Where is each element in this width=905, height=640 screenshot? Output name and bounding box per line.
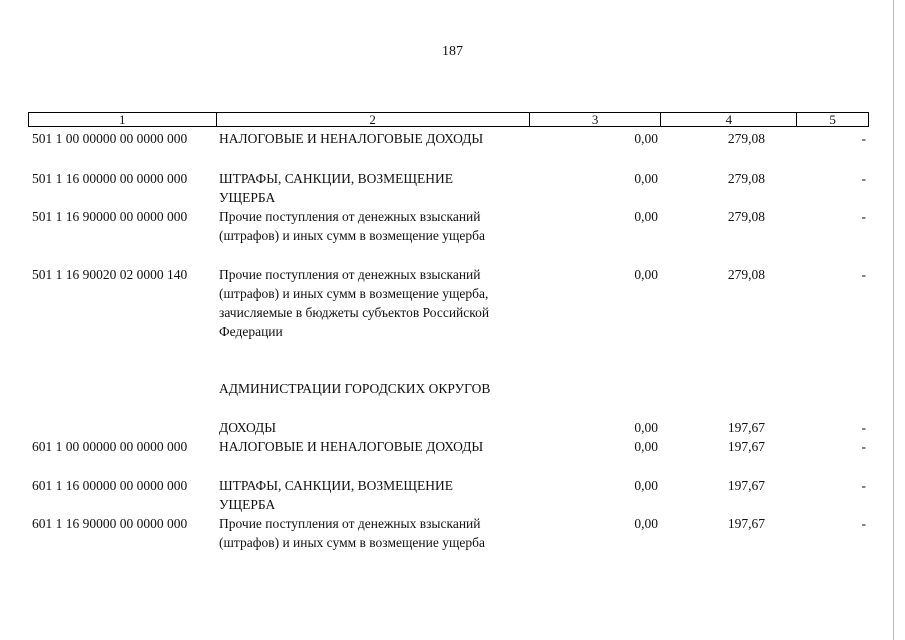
value-col3: 0,00 — [634, 209, 658, 224]
column-header-5: 5 — [829, 112, 836, 127]
budget-code: 601 1 16 90000 00 0000 000 — [32, 516, 188, 531]
value-col5: - — [861, 171, 866, 186]
value-col4: 279,08 — [727, 209, 765, 224]
income-name: ДОХОДЫ — [219, 420, 277, 435]
value-col4: 279,08 — [727, 171, 765, 186]
income-name: НАЛОГОВЫЕ И НЕНАЛОГОВЫЕ ДОХОДЫ — [219, 439, 484, 454]
value-col5: - — [861, 131, 866, 146]
column-header-row — [28, 112, 869, 127]
budget-code: 501 1 16 90020 02 0000 140 — [32, 267, 188, 282]
column-header-3: 3 — [530, 113, 662, 126]
value-col4: 197,67 — [727, 439, 765, 454]
budget-code: 501 1 16 00000 00 0000 000 — [32, 171, 188, 186]
value-col5: - — [861, 209, 866, 224]
section-title: АДМИНИСТРАЦИИ ГОРОДСКИХ ОКРУГОВ — [219, 381, 491, 396]
value-col3: 0,00 — [634, 516, 658, 531]
value-col4: 279,08 — [727, 131, 765, 146]
value-col5: - — [861, 267, 866, 282]
value-col3: 0,00 — [634, 478, 658, 493]
value-col4: 279,08 — [727, 267, 765, 282]
income-name: Прочие поступления от денежных взысканий (штрафов) и иных сумм в возмещение ущерба, зачисляемые в бюджеты субъектов Российской Федерации — [219, 267, 490, 339]
column-header-1: 1 — [29, 113, 217, 126]
budget-code: 601 1 16 00000 00 0000 000 — [32, 478, 188, 493]
income-name: Прочие поступления от денежных взысканий (штрафов) и иных сумм в возмещение ущерба — [219, 209, 485, 243]
column-header-2: 2 — [217, 113, 530, 126]
value-col5: - — [861, 420, 866, 435]
value-col3: 0,00 — [634, 439, 658, 454]
page-edge-line — [893, 0, 894, 640]
income-name: НАЛОГОВЫЕ И НЕНАЛОГОВЫЕ ДОХОДЫ — [219, 131, 484, 146]
value-col4: 197,67 — [727, 516, 765, 531]
value-col5: - — [861, 478, 866, 493]
value-col5: - — [861, 516, 866, 531]
budget-code: 501 1 16 90000 00 0000 000 — [32, 209, 188, 224]
value-col4: 197,67 — [727, 478, 765, 493]
budget-code: 601 1 00 00000 00 0000 000 — [32, 439, 188, 454]
value-col5: - — [861, 439, 866, 454]
budget-code: 501 1 00 00000 00 0000 000 — [32, 131, 188, 146]
page-number: 187 — [442, 44, 463, 59]
column-header-4: 4 — [661, 113, 797, 126]
value-col3: 0,00 — [634, 131, 658, 146]
value-col3: 0,00 — [634, 171, 658, 186]
value-col3: 0,00 — [634, 420, 658, 435]
income-name: ШТРАФЫ, САНКЦИИ, ВОЗМЕЩЕНИЕ УЩЕРБА — [219, 171, 453, 205]
income-name: ШТРАФЫ, САНКЦИИ, ВОЗМЕЩЕНИЕ УЩЕРБА — [219, 478, 453, 512]
income-name: Прочие поступления от денежных взысканий (штрафов) и иных сумм в возмещение ущерба — [219, 516, 485, 550]
value-col3: 0,00 — [634, 267, 658, 282]
value-col4: 197,67 — [727, 420, 765, 435]
